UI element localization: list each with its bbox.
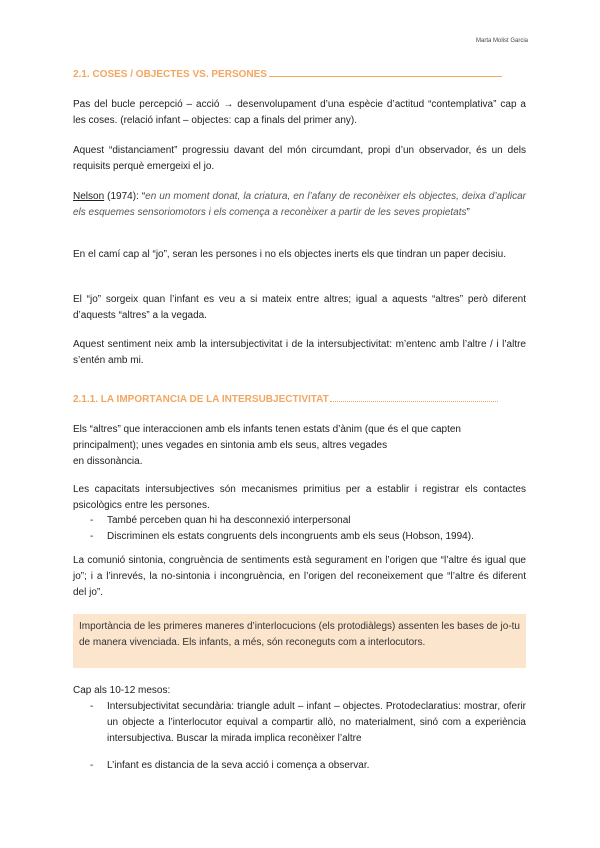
heading-rule bbox=[269, 76, 502, 77]
paragraph-5: El “jo” sorgeix quan l’infant es veu a si mateix entre altres; igual a aquests “altres” però diferent d’aquests “altres” a la vegada. bbox=[73, 294, 526, 321]
list-item-text: També perceben quan hi ha desconnexió interpersonal bbox=[107, 515, 351, 526]
paragraph-6: Aquest sentiment neix amb la intersubjectivitat i de la intersubjectivitat: m’entenc amb l’altre / i l’altre s’entén amb mi. bbox=[73, 339, 526, 366]
paragraph-7 bbox=[73, 422, 526, 470]
list-item: - També perceben quan hi ha desconnexió interpersonal bbox=[90, 515, 351, 526]
paragraph-3 bbox=[73, 189, 526, 221]
highlight-text: Importància de les primeres maneres d’interlocucions (els protodiàlegs) assenten les bases de jo-tu de manera vivenciada. Els infants, a més, són reconeguts com a interlocutors. bbox=[79, 621, 520, 648]
list-item-text: Intersubjectivitat secundària: triangle adult – infant – objectes. Protodeclaratius: mostrar, oferir un objecte a l’interlocutor equival a compartir allò, no materialment, sinó com a experiència intersubjectiva. Buscar la mirada implica reconèixer l’altre bbox=[107, 701, 526, 744]
subsection-heading-text: 2.1.1. LA IMPORTÀNCIA DE LA INTERSUBJECTIVITAT bbox=[73, 394, 329, 405]
paragraph-7-line-2: en dissonància. bbox=[73, 456, 143, 467]
paragraph-1: Pas del bucle percepció – acció → desenvolupament d’una espècie d’actitud “contemplativa” cap a les coses. (relació infant – objectes: cap a finals del primer any). bbox=[73, 99, 526, 126]
list-item: - Discriminen els estats congruents dels incongruents amb els seus (Hobson, 1994). bbox=[90, 531, 474, 542]
citation-year: (1974): “ bbox=[104, 191, 146, 202]
section-heading-text: 2.1. COSES / OBJECTES VS. PERSONES bbox=[73, 69, 267, 80]
citation-end: ” bbox=[466, 207, 470, 218]
list-item: - L’infant es distancia de la seva acció i comença a observar. bbox=[90, 760, 370, 771]
subsection-heading bbox=[73, 394, 526, 405]
list-item: - Intersubjectivitat secundària: triangle adult – infant – objectes. Protodeclaratius: mostrar, oferir un objecte a l’interlocutor equival a compartir allò, no materialment, sinó com a experiència intersubjectiva. Buscar la mirada implica reconèixer l’altre bbox=[90, 701, 526, 744]
author-header: Marta Molist Garcia bbox=[475, 38, 528, 44]
section-heading bbox=[73, 69, 526, 80]
highlight-box bbox=[73, 614, 526, 668]
paragraph-2: Aquest “distanciament” progressiu davant del món circumdant, propi d’un observador, és un dels requisits perquè emergeixi el jo. bbox=[73, 145, 526, 172]
bullet-list-3 bbox=[73, 758, 526, 774]
citation-author: Nelson bbox=[73, 191, 105, 202]
bullet-list-2 bbox=[73, 699, 526, 747]
paragraph-10: Cap als 10-12 mesos: bbox=[73, 685, 171, 696]
paragraph-9: La comunió sintonia, congruència de sentiments està segurament en l’origen que “l’altre és igual que jo”; i a l’inrevés, la no-sintonia i incongruència, en l’origen del reconeixement que “l’altre és diferent del jo”. bbox=[73, 555, 526, 598]
paragraph-8: Les capacitats intersubjectives són mecanismes primitius per a establir i registrar els contactes psicològics entre les persones. bbox=[73, 484, 526, 511]
bullet-list-1 bbox=[73, 513, 526, 545]
paragraph-4: En el camí cap al “jo”, seran les persones i no els objectes inerts els que tindran un paper decisiu. bbox=[73, 249, 507, 260]
citation-quote: en un moment donat, la criatura, en l’afany de reconèixer els objectes, deixa d’aplicar els esquemes sensoriomotors i els comença a reconèixer a partir de les seves propietats bbox=[73, 191, 526, 218]
list-item-text: L’infant es distancia de la seva acció i comença a observar. bbox=[107, 760, 370, 771]
list-item-text: Discriminen els estats congruents dels incongruents amb els seus (Hobson, 1994). bbox=[107, 531, 474, 542]
heading-dots bbox=[330, 401, 498, 402]
paragraph-7-line-1: Els “altres” que interaccionen amb els infants tenen estats d’ànim (que és el que capten principalment); unes vegades en sintonia amb els seus, altres vegades bbox=[73, 424, 461, 451]
